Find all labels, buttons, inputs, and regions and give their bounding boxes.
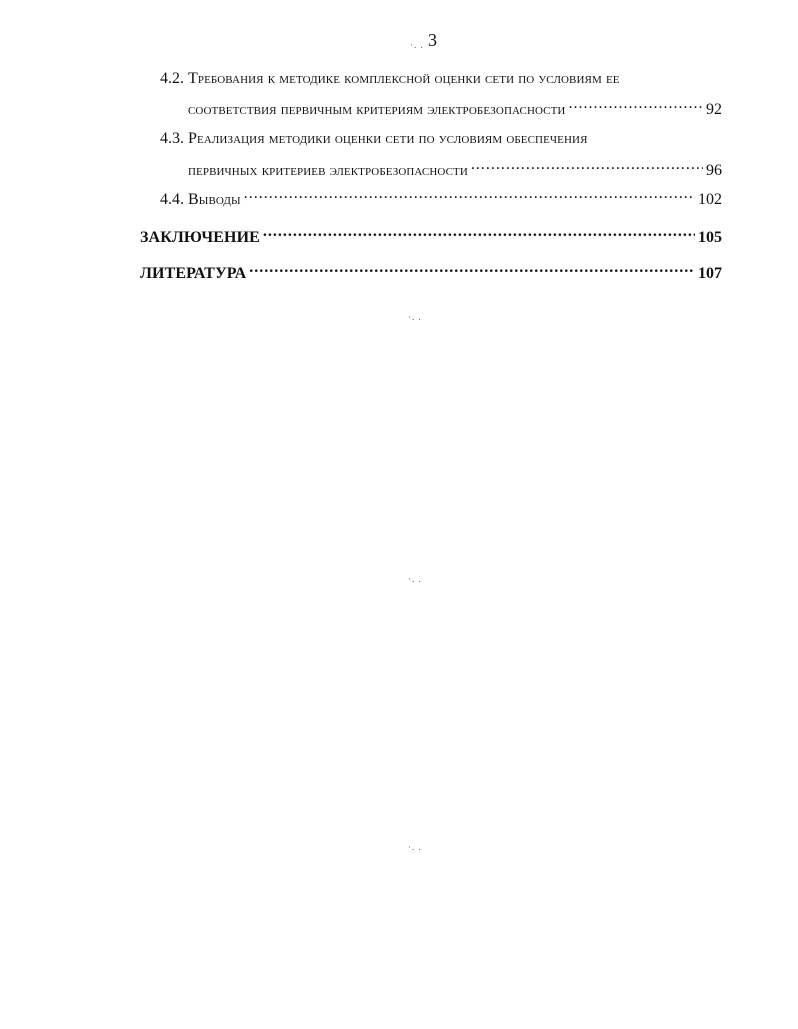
toc-entry-text: Реализация методики оценки сети по условиям обеспечения xyxy=(188,130,588,147)
toc-entry-text: Требования к методике комплексной оценки сети по условиям ее xyxy=(188,70,620,87)
scan-speck: ·. . xyxy=(408,574,422,584)
scan-speck: ·. . xyxy=(408,842,422,852)
toc-entry-number: 4.2. xyxy=(160,70,184,87)
toc-leader-dots xyxy=(471,159,703,175)
toc-entry-text: ЛИТЕРАТУРА xyxy=(140,265,247,282)
toc-page-number: 102 xyxy=(698,191,722,208)
toc-entry-4-2-line1 xyxy=(140,70,722,88)
toc-leader-dots xyxy=(249,262,695,278)
toc-leader-dots xyxy=(244,188,695,204)
toc-page-number: 107 xyxy=(698,265,722,282)
toc-entry-4-4 xyxy=(140,188,722,209)
toc-entry-number: 4.4. xyxy=(160,191,184,208)
toc-page-number: 92 xyxy=(706,101,722,118)
toc-entry-text: Выводы xyxy=(188,191,241,208)
page-number: 3 xyxy=(428,30,437,50)
toc-page-number: 105 xyxy=(698,229,722,246)
toc-entry-literature xyxy=(140,262,722,283)
toc-entry-4-3-line2 xyxy=(140,159,722,180)
toc-leader-dots xyxy=(263,226,695,242)
scan-speck: ·. . xyxy=(408,312,422,322)
toc-page-number: 96 xyxy=(706,162,722,179)
toc-entry-number: 4.3. xyxy=(160,130,184,147)
toc-entry-text: ЗАКЛЮЧЕНИЕ xyxy=(140,229,260,246)
scan-speck: ·. . xyxy=(410,40,424,50)
toc-entry-4-3-line1 xyxy=(140,130,722,148)
toc-entry-text: соответствия первичным критериям электробезопасности xyxy=(188,101,566,118)
toc-entry-conclusion xyxy=(140,226,722,247)
toc-leader-dots xyxy=(568,98,703,114)
toc-entry-text: первичных критериев электробезопасности xyxy=(188,162,468,179)
toc-entry-4-2-line2 xyxy=(140,98,722,119)
